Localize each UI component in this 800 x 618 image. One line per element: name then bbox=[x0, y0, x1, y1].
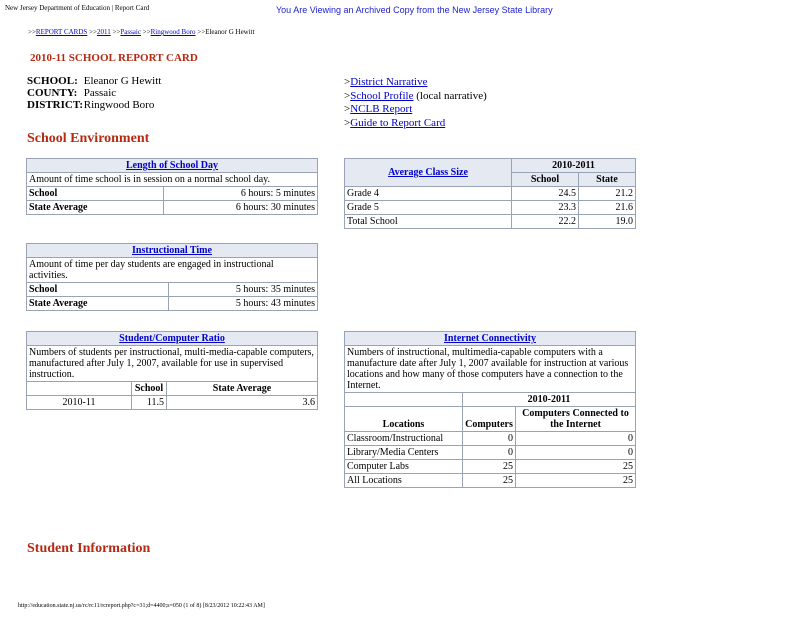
table-row: State Average 5 hours: 43 minutes bbox=[27, 297, 318, 311]
instructional-time-link[interactable]: Instructional Time bbox=[132, 245, 212, 256]
table-row: 2010-11 11.5 3.6 bbox=[27, 396, 318, 410]
table-row: State Average 6 hours: 30 minutes bbox=[27, 201, 318, 215]
table-row: School 5 hours: 35 minutes bbox=[27, 283, 318, 297]
guide-link[interactable]: Guide to Report Card bbox=[350, 116, 446, 129]
internet-connectivity-link[interactable]: Internet Connectivity bbox=[444, 333, 536, 344]
side-links: >District Narrative >School Profile (local narrative) >NCLB Report >Guide to Report Card bbox=[344, 76, 487, 129]
table-row: Classroom/Instructional 0 0 bbox=[345, 432, 636, 446]
table-row: Library/Media Centers 0 0 bbox=[345, 446, 636, 460]
instructional-time-table: Instructional Time Amount of time per day students are engaged in instructional activities. School 5 hours: 35 minutes State Average 5 hours: 43 minutes bbox=[26, 243, 318, 311]
table-row: Grade 5 23.3 21.6 bbox=[345, 201, 636, 215]
district-narrative-link[interactable]: District Narrative bbox=[350, 76, 428, 88]
footer-url: http://education.state.nj.us/rc/rc11/rcreport.php?c=31;d=4400;s=050 (1 of 8) [8/23/2012 10:22:43 AM] bbox=[18, 603, 265, 609]
breadcrumb-report-cards[interactable]: REPORT CARDS bbox=[35, 28, 88, 36]
breadcrumb-ringwood-boro[interactable]: Ringwood Boro bbox=[150, 28, 196, 36]
school-profile-link[interactable]: School Profile bbox=[350, 89, 414, 102]
table-row: All Locations 25 25 bbox=[345, 474, 636, 488]
school-name: Eleanor G Hewitt bbox=[83, 75, 162, 87]
table-row: Grade 4 24.5 21.2 bbox=[345, 187, 636, 201]
district-name: Ringwood Boro bbox=[83, 99, 155, 111]
school-info: SCHOOL: Eleanor G Hewitt COUNTY: Passaic DISTRICT: Ringwood Boro bbox=[27, 75, 162, 111]
archive-notice: You Are Viewing an Archived Copy from the New Jersey State Library bbox=[276, 5, 553, 15]
length-of-day-link[interactable]: Length of School Day bbox=[126, 160, 218, 171]
student-computer-ratio-table: Student/Computer Ratio Numbers of students per instructional, multi-media-capable computers, manufactured after July 1, 2007, available for use in supervised instruction. School State Average 2010-11 11.5 3.6 bbox=[26, 331, 318, 410]
table-row: School 6 hours: 5 minutes bbox=[27, 187, 318, 201]
avg-class-size-table: Average Class Size 2010-2011 School State Grade 4 24.5 21.2 Grade 5 23.3 21.6 Total School 22.2 19.0 bbox=[344, 158, 636, 229]
breadcrumb-2011[interactable]: 2011 bbox=[96, 28, 111, 36]
section-student-information: Student Information bbox=[27, 541, 151, 556]
table-row: Total School 22.2 19.0 bbox=[345, 215, 636, 229]
student-computer-ratio-link[interactable]: Student/Computer Ratio bbox=[119, 333, 225, 344]
section-school-environment: School Environment bbox=[27, 131, 150, 146]
header-left-text: New Jersey Department of Education | Report Card bbox=[5, 4, 150, 12]
breadcrumb: >>REPORT CARDS >>2011 >>Passaic >>Ringwood Boro >>Eleanor G Hewitt bbox=[28, 28, 255, 36]
table-row: Computer Labs 25 25 bbox=[345, 460, 636, 474]
internet-connectivity-table: Internet Connectivity Numbers of instructional, multimedia-capable computers with a manufacture date after July 1, 2007 available for instruction at various locations and how many of those computers have a connection to the Internet. 2010-2011 Locations Computers Computers Connected to the Internet Classroom/Instructional 0 0 Library/Media Centers 0 0 Computer Labs 25 25 All Locations 25 25 bbox=[344, 331, 636, 488]
county-name: Passaic bbox=[83, 87, 117, 99]
nclb-report-link[interactable]: NCLB Report bbox=[350, 103, 413, 115]
breadcrumb-passaic[interactable]: Passaic bbox=[120, 28, 141, 36]
avg-class-size-link[interactable]: Average Class Size bbox=[388, 167, 468, 178]
breadcrumb-current: Eleanor G Hewitt bbox=[205, 28, 255, 36]
length-of-day-table: Length of School Day Amount of time school is in session on a normal school day. School 6 hours: 5 minutes State Average 6 hours: 30 minutes bbox=[26, 158, 318, 215]
page-title: 2010-11 SCHOOL REPORT CARD bbox=[30, 52, 198, 64]
